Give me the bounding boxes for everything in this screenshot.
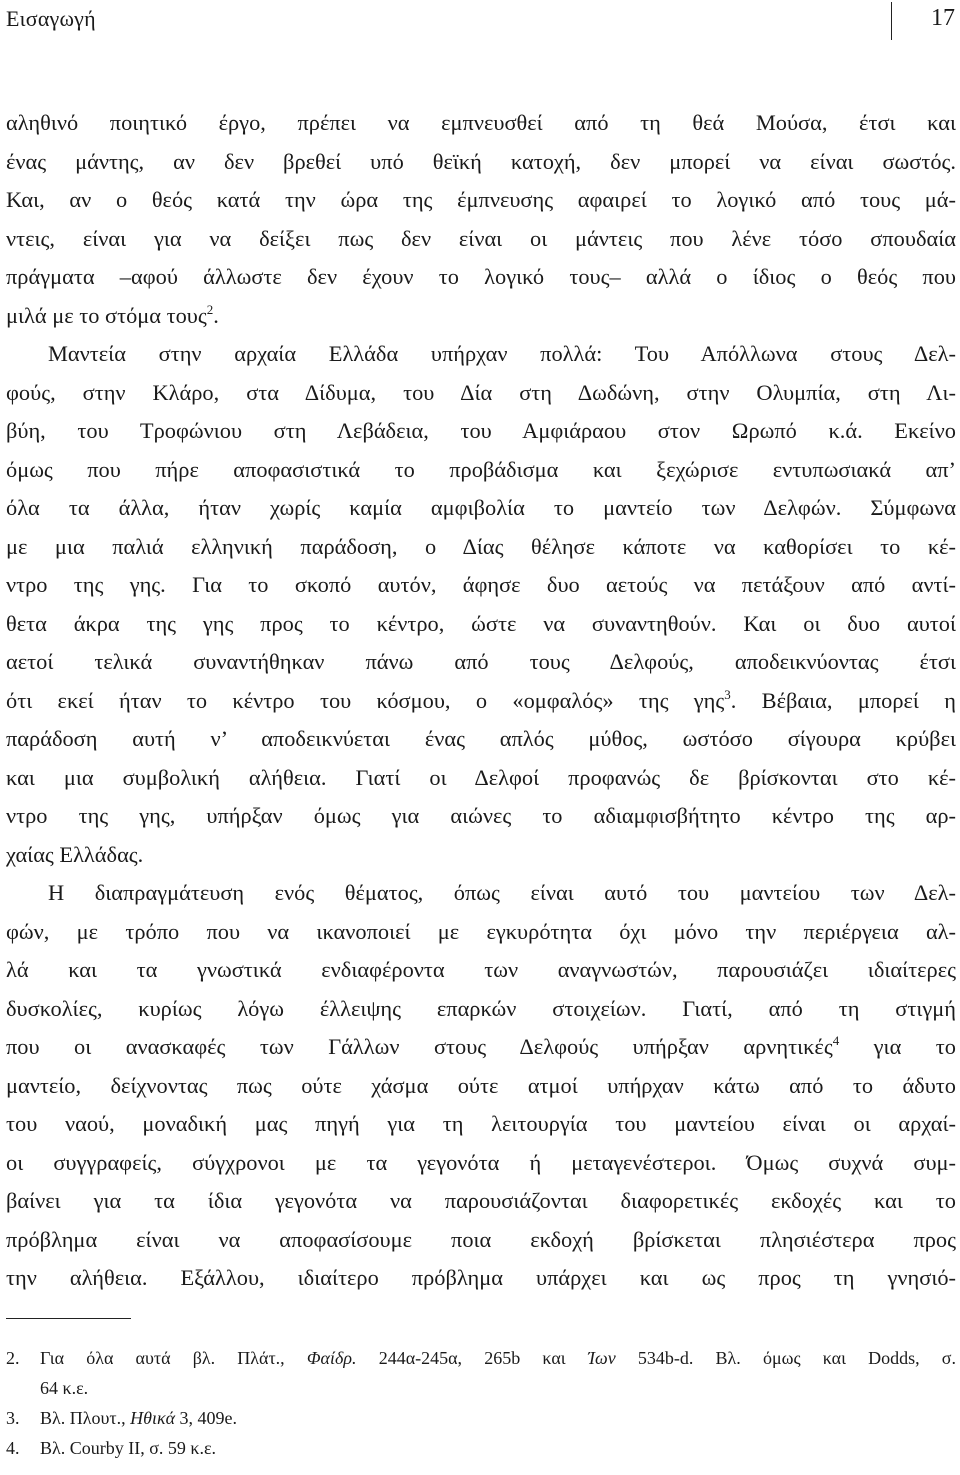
text-line: βαίνει για τα ίδια γεγονότα να παρουσιάζονται διαφορετικές εκδοχές και το [6,1188,956,1213]
text-line [6,1028,956,1067]
text-line: ντρο της γης, υπήρξαν όμως για αιώνες το αδιαμφισβήτητο κέντρο της αρ- [6,803,956,828]
text-line: ένας μάντης, αν δεν βρεθεί υπό θεϊκή κατοχή, δεν μπορεί να είναι σωστός. [6,148,956,174]
text-line: ντεις, είναι για να δείξει πως δεν είναι οι μάντεις που λένε τόσο σπουδαία [6,225,956,251]
text-line: με μια παλιά ελληνική παράδοση, ο Δίας θέλησε κάποτε να καθορίσει το κέ- [6,533,956,559]
text-fragment: . [213,302,219,328]
text-line: λά και τα γνωστικά ενδιαφέροντα των αναγνωστών, παρουσιάζει ιδιαίτερες [6,957,956,982]
text-line: βύη, του Τροφώνιου στη Λεβάδεια, του Αμφιάραου στον Ωρωπό κ.ά. Εκείνο [6,418,956,443]
text-line: όμως που πήρε αποφασιστικά το προβάδισμα και ξεχώρισε εντυπωσιακά απ’ [6,456,956,482]
footnote-2 [6,1343,956,1373]
footnote-number: 3. [6,1408,20,1428]
text-line: αληθινό ποιητικό έργο, πρέπει να εμπνευσθεί από τη θεά Μούσα, έτσι και [6,110,956,135]
page-number: 17 [931,5,955,31]
text-line: όλα τα άλλα, ήταν χωρίς καμία αμφιβολία το μαντείο των Δελφών. Σύμφωνα [6,495,956,520]
text-line: του ναού, μοναδική μας πηγή για τη λειτουργία του μαντείου είναι οι αρχαί- [6,1111,956,1136]
text-line: φών, με τρόπο που να ικανοποιεί με εγκυρότητα όχι μόνο την περιέργεια αλ- [6,918,956,944]
footnote-4 [6,1433,956,1463]
footnote-3 [6,1403,956,1433]
text-line: δυσκολίες, κυρίως λόγω έλλειψης επαρκών στοιχείων. Γιατί, από τη στιγμή [6,995,956,1021]
text-line: πρόβλημα είναι να αποφασίσουμε ποια εκδοχή βρίσκεται πλησιέστερα προς [6,1226,956,1252]
work-title: Ηθικά [130,1408,176,1428]
footnote-fragment: 3, 409e. [175,1408,238,1428]
text-line: αετοί τελικά συναντήθηκαν πάνω από τους Δελφούς, αποδεικνύοντας έτσι [6,649,956,674]
text-fragment: μιλά με το στόμα τους [6,302,207,328]
header-divider [891,2,892,40]
text-line: παράδοση αυτή ν’ αποδεικνύεται ένας απλός μύθος, ωστόσο σίγουρα κρύβει [6,726,956,751]
text-line: χαίας Ελλάδας. [6,841,144,867]
footnote-ref: 4 [832,1033,840,1048]
text-line: μαντείο, δείχνοντας πως ούτε χάσμα ούτε ατμοί υπήρχαν κάτω από το άδυτο [6,1072,956,1098]
footnote-fragment: Βλ. Courby II, σ. 59 κ.ε. [40,1438,217,1458]
text-line: οι συγγραφείς, σύγχρονοι με τα γεγονότα ή μεταγενέστεροι. Όμως συχνά συμ- [6,1149,956,1175]
text-line: φούς, στην Κλάρο, στα Δίδυμα, του Δία στη Δωδώνη, στην Ολυμπία, στη Λι- [6,379,956,405]
footnotes [6,1343,956,1463]
text-line: και μια συμβολική αλήθεια. Γιατί οι Δελφοί προφανώς δε βρίσκονται στο κέ- [6,764,956,790]
footnote-2-continuation: 64 κ.ε. [40,1378,89,1398]
footnote-fragment: Για όλα αυτά βλ. Πλάτ., [40,1348,307,1368]
text-fragment: για το [839,1034,956,1059]
running-header [0,0,960,42]
body-text [6,104,956,1298]
footnote-number: 4. [6,1438,20,1458]
footnote-fragment: 244α-245α, 265b και [356,1348,588,1368]
paragraph-first-line: Μαντεία στην αρχαία Ελλάδα υπήρχαν πολλά: Του Απόλλωνα στους Δελ- [48,341,956,366]
footnote-fragment: Βλ. Πλουτ., [40,1408,131,1428]
text-line: θετα άκρα της γης προς το κέντρο, ώστε να συναντηθούν. Και οι δυο αυτοί [6,610,956,636]
work-title: Ίων [587,1348,616,1368]
work-title: Φαίδρ. [306,1348,357,1368]
footnote-ref: 3 [724,686,731,702]
footnote-ref: 2 [206,301,214,317]
text-fragment: που οι ανασκαφές των Γάλλων στους Δελφούς υπήρξαν αρνητικές [6,1034,833,1059]
chapter-title: Εισαγωγή [6,6,96,31]
text-line [6,682,956,721]
footnote-separator [6,1318,131,1319]
footnote-fragment: 534b-d. Βλ. όμως και Dodds, σ. [615,1348,956,1368]
text-fragment: . Βέβαια, μπορεί η [730,687,956,713]
text-line: πράγματα –αφού άλλωστε δεν έχουν το λογικό τους– αλλά ο ίδιος ο θεός που [6,264,956,289]
text-line [6,297,956,336]
text-line: ντρο της γης. Για το σκοπό αυτόν, άφησε δυο αετούς να πετάξουν από αντί- [6,572,956,597]
text-line: την αλήθεια. Εξάλλου, ιδιαίτερο πρόβλημα υπάρχει και ως προς τη γνησιό- [6,1265,956,1290]
text-fragment: ότι εκεί ήταν το κέντρο του κόσμου, ο «ομφαλός» της γης [6,687,725,713]
footnote-text [40,1343,956,1373]
text-line: Και, αν ο θεός κατά την ώρα της έμπνευσης αφαιρεί το λογικό από τους μά- [6,187,956,212]
paragraph-first-line: Η διαπραγμάτευση ενός θέματος, όπως είναι αυτό του μαντείου των Δελ- [48,880,956,905]
footnote-number: 2. [6,1348,20,1368]
